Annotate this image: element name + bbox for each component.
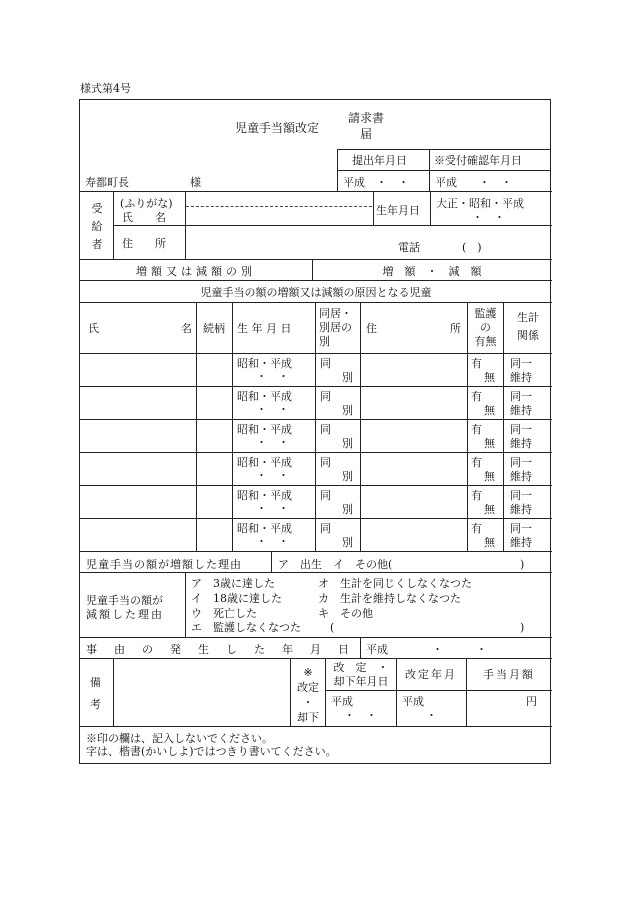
row-custody-no[interactable]: 無 (484, 404, 495, 417)
row-custody-no[interactable]: 無 (484, 503, 495, 516)
change-month-dots: ・ (426, 709, 437, 722)
row-birth-era: 昭和・平成 (237, 522, 292, 535)
row-live-same[interactable]: 同一 (510, 357, 532, 370)
row-custody-no[interactable]: 無 (484, 437, 495, 450)
note-official-fields: ※印の欄は、記入しないでください。 (86, 732, 273, 745)
row-cohab-same[interactable]: 同 (320, 423, 331, 436)
decrease-reason-label-2: 減額した理由 (86, 608, 164, 621)
furigana-label: (ふりがな) (120, 197, 173, 210)
phone-label: 電話 (398, 241, 420, 254)
row-birth-era: 昭和・平成 (237, 456, 292, 469)
col-monthly-amount: 手当月額 (483, 668, 535, 681)
yen-unit: 円 (526, 695, 537, 708)
row-cohab-same[interactable]: 同 (320, 357, 331, 370)
row-birth-era: 昭和・平成 (237, 390, 292, 403)
birth-dots: ・ ・ (472, 211, 505, 224)
change-type-options[interactable]: 増 額 ・ 減 額 (382, 265, 482, 278)
row-cohab-separate[interactable]: 別 (342, 536, 353, 549)
increase-reason-close: ) (520, 558, 525, 571)
col-name-left: 氏 (88, 322, 99, 335)
change-type-label: 増額又は減額の別 (136, 265, 256, 278)
form-title-option-claim: 請求書 (348, 111, 385, 125)
row-custody-no[interactable]: 無 (484, 470, 495, 483)
row-birth-dots: ・ ・ (256, 502, 289, 515)
col-cohabitation: 同居・ 別居の 別 (319, 307, 352, 348)
occurrence-date-label: 事由の発生した年月日 (86, 643, 366, 656)
reason-option-i[interactable]: イ 18歳に達した (191, 592, 282, 605)
form-title-option-notice: 届 (360, 127, 373, 141)
row-birth-era: 昭和・平成 (237, 423, 292, 436)
row-birth-era: 昭和・平成 (237, 489, 292, 502)
reason-option-ki[interactable]: キ その他 (318, 607, 373, 620)
row-cohab-separate[interactable]: 別 (342, 371, 353, 384)
row-custody-yes[interactable]: 有 (471, 456, 482, 469)
row-birth-era: 昭和・平成 (237, 357, 292, 370)
row-birth-dots: ・ ・ (256, 403, 289, 416)
reason-option-e[interactable]: エ 監護しなくなつた (191, 621, 301, 634)
row-birth-dots: ・ ・ (256, 436, 289, 449)
col-change-month: 改定年月 (405, 668, 457, 681)
row-custody-no[interactable]: 無 (484, 536, 495, 549)
col-livelihood: 生計 関係 (517, 311, 539, 342)
occurrence-date-value[interactable]: 平成 ・ ・ (366, 643, 487, 656)
row-live-same[interactable]: 同一 (510, 522, 532, 535)
row-custody-yes[interactable]: 有 (471, 489, 482, 502)
mayor-addressee: 寿都町長 (85, 176, 129, 189)
receipt-date-label: ※受付確認年月日 (434, 154, 522, 167)
row-live-maintain[interactable]: 維持 (510, 404, 532, 417)
reason-option-o[interactable]: オ 生計を同じくしなくなつた (318, 577, 472, 590)
row-cohab-separate[interactable]: 別 (342, 437, 353, 450)
row-cohab-same[interactable]: 同 (320, 522, 331, 535)
reason-option-u[interactable]: ウ 死亡した (191, 607, 257, 620)
row-cohab-separate[interactable]: 別 (342, 404, 353, 417)
col-address-left: 住 (366, 322, 377, 335)
row-birth-dots: ・ ・ (256, 469, 289, 482)
row-live-same[interactable]: 同一 (510, 423, 532, 436)
form-number: 様式第4号 (80, 82, 131, 95)
revision-date-era: 平成 (331, 695, 353, 708)
row-cohab-same[interactable]: 同 (320, 456, 331, 469)
row-live-same[interactable]: 同一 (510, 390, 532, 403)
col-revision-date: 改 定 ・ 却下年月日 (333, 661, 389, 688)
row-custody-yes[interactable]: 有 (471, 423, 482, 436)
row-live-maintain[interactable]: 維持 (510, 470, 532, 483)
submit-date-label: 提出年月日 (352, 154, 407, 167)
reason-other-paren-open: ( (330, 621, 335, 634)
col-address-right: 所 (450, 322, 461, 335)
birth-date-label: 生年月日 (376, 204, 420, 217)
row-live-maintain[interactable]: 維持 (510, 371, 532, 384)
row-custody-yes[interactable]: 有 (471, 522, 482, 535)
application-form (79, 99, 551, 764)
increase-reason-options[interactable]: ア 出生 イ その他( (278, 558, 393, 571)
row-custody-no[interactable]: 無 (484, 371, 495, 384)
change-month-era: 平成 (402, 695, 424, 708)
col-name-right: 名 (181, 322, 192, 335)
col-relation: 続柄 (203, 322, 225, 335)
row-birth-dots: ・ ・ (256, 535, 289, 548)
phone-parens[interactable]: ( ) (462, 241, 482, 254)
increase-reason-label: 児童手当の額が増額した理由 (86, 558, 242, 571)
row-cohab-separate[interactable]: 別 (342, 503, 353, 516)
honorific: 様 (190, 176, 201, 189)
row-live-same[interactable]: 同一 (510, 489, 532, 502)
children-section-title: 児童手当の額の増額又は減額の原因となる児童 (200, 286, 432, 299)
recipient-label: 受 給 者 (91, 202, 103, 251)
row-cohab-same[interactable]: 同 (320, 489, 331, 502)
row-custody-yes[interactable]: 有 (471, 357, 482, 370)
reason-other-paren-close: ) (520, 621, 525, 634)
revision-date-dots: ・ ・ (344, 709, 377, 722)
col-birth: 生 年 月 日 (237, 322, 292, 335)
birth-eras: 大正・昭和・平成 (436, 197, 524, 210)
submit-date-value[interactable]: 平成 ・ ・ (343, 176, 409, 189)
decrease-reason-label-1: 児童手当の額が (86, 594, 163, 607)
remarks-label-1: 備 (90, 676, 101, 689)
row-live-same[interactable]: 同一 (510, 456, 532, 469)
row-cohab-same[interactable]: 同 (320, 390, 331, 403)
remarks-label-2: 考 (90, 698, 101, 711)
receipt-date-value: 平成 ・ ・ (435, 176, 512, 189)
address-label: 住 所 (122, 237, 166, 250)
official-action: 改定 ・ 却下 (297, 681, 319, 724)
row-birth-dots: ・ ・ (256, 370, 289, 383)
form-title: 児童手当額改定 (235, 121, 320, 135)
col-custody: 監護 の 有無 (474, 307, 497, 348)
official-mark: ※ (303, 666, 313, 679)
reason-option-ka[interactable]: カ 生計を維持しなくなつた (318, 592, 461, 605)
row-cohab-separate[interactable]: 別 (342, 470, 353, 483)
note-handwriting: 字は、楷書(かいしよ)ではつきり書いてください。 (86, 745, 337, 758)
reason-option-a[interactable]: ア 3歳に達した (191, 577, 275, 590)
name-label: 氏 名 (122, 211, 166, 224)
row-live-maintain[interactable]: 維持 (510, 536, 532, 549)
row-custody-yes[interactable]: 有 (471, 390, 482, 403)
row-live-maintain[interactable]: 維持 (510, 503, 532, 516)
row-live-maintain[interactable]: 維持 (510, 437, 532, 450)
